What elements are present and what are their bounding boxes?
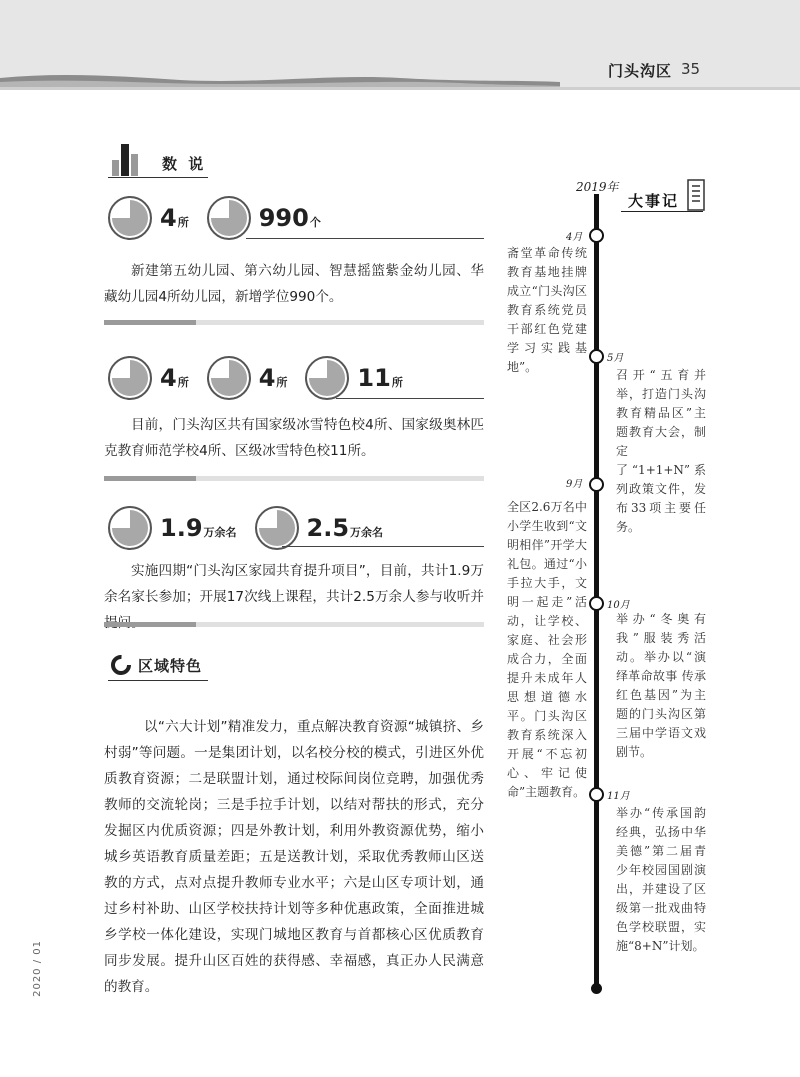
stat-number: 4 bbox=[160, 204, 177, 232]
timeline-event-nov: 举办“传承国韵经典，弘扬中华美德”第二届青少年校园国剧演出，并建设了区级第一批戏曲特色学校联盟，实施“8+N”计划。 bbox=[616, 806, 706, 953]
header-mountain-graphic bbox=[0, 0, 800, 100]
pie-icon bbox=[255, 506, 299, 550]
paragraph-home-school: 实施四期“门头沟区家园共育提升项目”，目前，共计1.9万余名家长参加；开展17次线上课程，共计2.5万余人参与收听并 bbox=[104, 563, 484, 605]
ring-icon bbox=[110, 654, 132, 676]
page-header bbox=[0, 0, 800, 100]
timeline-node-apr bbox=[589, 228, 604, 243]
pie-icon bbox=[207, 356, 251, 400]
stat-item bbox=[259, 206, 321, 230]
section-divider bbox=[104, 622, 484, 627]
section-title-quyu: 区域特色 bbox=[138, 657, 203, 675]
section-underline bbox=[108, 177, 208, 178]
stat-unit: 所 bbox=[276, 376, 288, 389]
section-quyu-heading bbox=[110, 654, 202, 676]
timeline-node-nov bbox=[589, 787, 604, 802]
timeline-axis bbox=[594, 194, 599, 989]
section-title-shuoshuo: 数 说 bbox=[162, 155, 207, 173]
stat-number: 2.5 bbox=[306, 514, 350, 542]
timeline-node-sep bbox=[589, 477, 604, 492]
timeline-node-oct bbox=[589, 596, 604, 611]
section-underline bbox=[108, 680, 208, 681]
stat-row-3 bbox=[108, 506, 401, 550]
stat-item bbox=[160, 516, 237, 540]
page-number: 35 bbox=[681, 60, 701, 78]
pie-icon bbox=[108, 356, 152, 400]
timeline-event-may: 召开“五育并举，打造门头沟教育精品区”主题教育大会，制定了“1+1+N”系列政策文件，发布33项主要任务。 bbox=[616, 368, 706, 534]
section-shuoshuo-heading bbox=[110, 140, 206, 176]
timeline-end-dot bbox=[591, 983, 602, 994]
stat-number: 990 bbox=[258, 204, 309, 232]
pie-icon bbox=[305, 356, 349, 400]
section-divider bbox=[104, 476, 484, 481]
pie-icon bbox=[108, 196, 152, 240]
timeline-month: 10月 bbox=[607, 600, 630, 611]
timeline-month: 9月 bbox=[566, 479, 583, 490]
stat-unit: 所 bbox=[391, 376, 403, 389]
stat-number: 4 bbox=[258, 364, 276, 392]
timeline-title-underline bbox=[621, 211, 703, 212]
timeline-node-may bbox=[589, 349, 604, 364]
stat-unit: 个 bbox=[309, 216, 321, 229]
timeline-month: 5月 bbox=[607, 353, 624, 364]
paragraph-ice-snow-schools: 目前，门头沟区共有国家级冰雪特色校4所、国家级奥林匹克教育师范学校4所、区级冰雪特色校11所。 bbox=[104, 417, 484, 459]
stat-number: 1.9 bbox=[160, 514, 203, 542]
stat-row-2 bbox=[108, 356, 421, 400]
bar-chart-icon bbox=[110, 140, 150, 176]
pie-icon bbox=[207, 196, 251, 240]
pie-icon bbox=[108, 506, 152, 550]
stat-unit: 万余名 bbox=[350, 526, 384, 539]
header-title: 门头沟区 bbox=[608, 62, 673, 80]
timeline-event-sep: 全区2.6万名中小学生收到“文明相伴”开学大礼包。通过“小手拉大手，文明一起走”活动，让学校、家庭、社会形成合力，全面提升未成年人思想道德水平。门头沟区教育系统深入开展“不忘初心、牢记使命”主题教育。 bbox=[507, 500, 587, 799]
stat-row-1 bbox=[108, 196, 339, 240]
stat-item bbox=[160, 366, 189, 390]
section-divider bbox=[104, 320, 484, 325]
timeline-event-oct: 举办“冬奥有我”服装秀活动。举办以“演绎革命故事 传承红色基因”为主题的门头沟区第三届中学语文戏剧节。 bbox=[616, 612, 706, 759]
timeline-month: 11月 bbox=[607, 791, 630, 802]
timeline-event-apr: 斋堂革命传统教育基地挂牌成立“门头沟区教育系统党员干部红色党建学习实践基地”。 bbox=[507, 246, 587, 374]
paragraph-kindergartens: 新建第五幼儿园、第六幼儿园、智慧摇篮紫金幼儿园、华藏幼儿园4所幼儿园，新增学位990个。 bbox=[104, 263, 484, 305]
stat-unit: 所 bbox=[177, 376, 189, 389]
paragraph-six-plans: 以“六大计划”精准发力，重点解决教育资源“城镇挤、乡村弱”等问题。一是集团计划，以名校分校的模式，引进区外优质教育资源；二是联盟计划，通过校际间岗位竞聘，加强优秀教师的交流轮岗；三是手拉手计划，以结对帮扶的形式，充分发掘区内优质资源；四是外教计划，利用外教资源优势，缩小城乡英语教育质量差距；五是送教计划，采取优秀教师山区送教的方式，点对点提升教师专业水平；六是山区专项计划，通过乡村补助、山区学校扶持计划等多种优惠政策，全面推进城乡学校一体化建设，实现门城地区教育与首都核心区优质教育同步发展。提升山区百姓的获得感、幸福感，真正办人民满意的教育。 bbox=[104, 719, 484, 995]
stat-item bbox=[357, 366, 402, 390]
timeline-month: 4月 bbox=[566, 232, 583, 243]
issue-date: 2020 / 01 bbox=[32, 940, 43, 997]
stat-number: 11 bbox=[357, 364, 391, 392]
stat-underline bbox=[336, 398, 484, 399]
stat-item bbox=[259, 366, 288, 390]
timeline-title: 大事记 bbox=[628, 192, 680, 210]
stat-unit: 所 bbox=[177, 216, 189, 229]
stat-number: 4 bbox=[160, 364, 177, 392]
stat-underline bbox=[282, 546, 484, 547]
stat-item bbox=[307, 516, 384, 540]
timeline-year: 2019年 bbox=[576, 180, 619, 194]
stat-unit: 万余名 bbox=[203, 526, 237, 539]
stat-underline bbox=[246, 238, 484, 239]
notebook-icon bbox=[684, 178, 708, 212]
stat-item bbox=[160, 206, 189, 230]
